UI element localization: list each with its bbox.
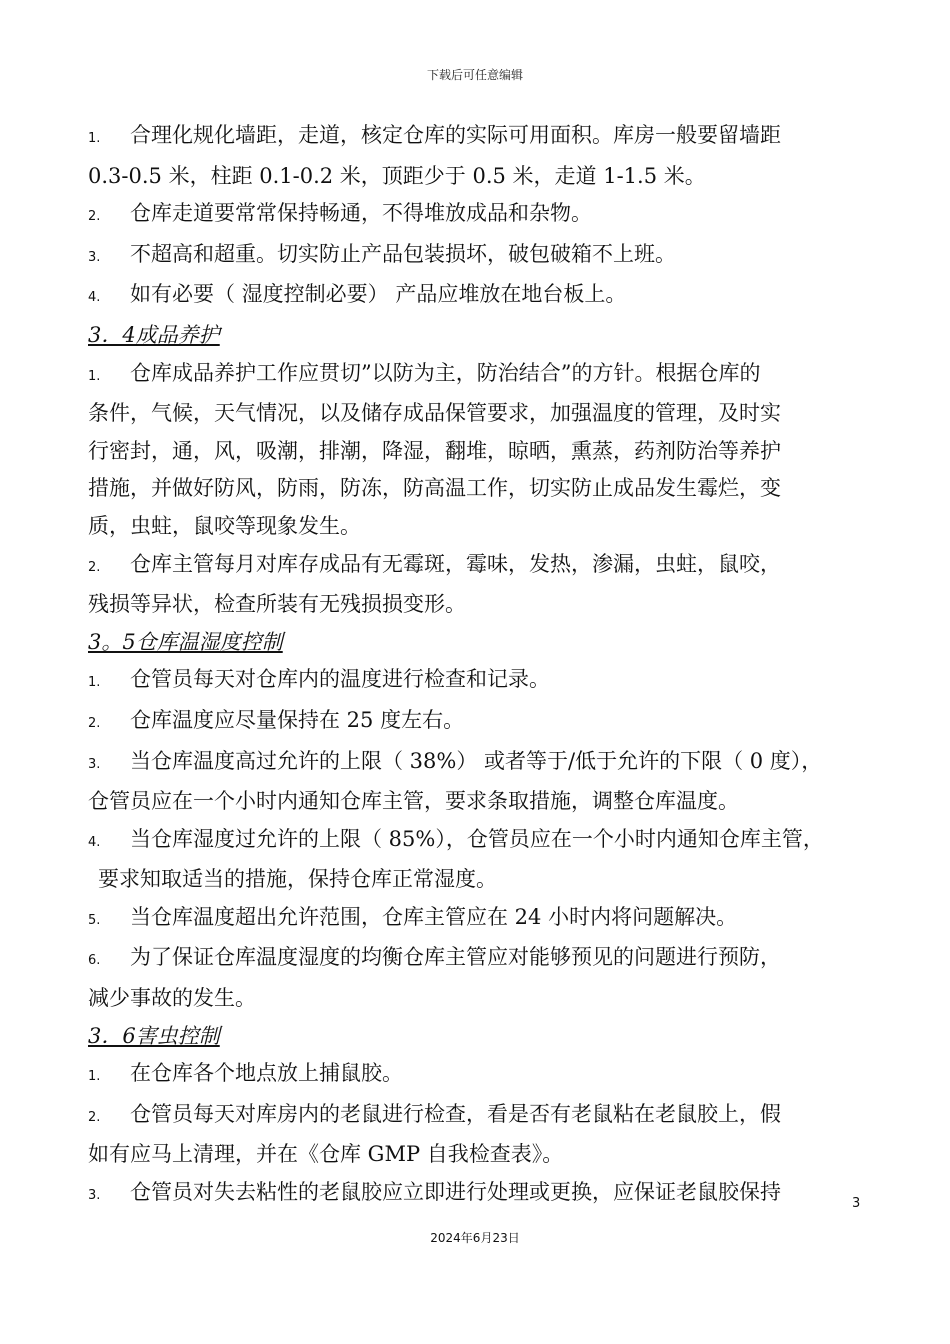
item-text: 仓库主管每月对库存成品有无霉斑，霉味，发热，渗漏，虫蛀，鼠咬， — [130, 551, 781, 576]
list-item — [88, 661, 878, 702]
item-text: 仓管员对失去粘性的老鼠胶应立即进行处理或更换，应保证老鼠胶保持 — [130, 1180, 781, 1205]
section-heading: 3．6害虫控制 — [88, 1023, 220, 1048]
item-text: 要求知取适当的措施，保持仓库正常湿度。 — [98, 867, 497, 892]
item-text: 仓管员应在一个小时内通知仓库主管，要求条取措施，调整仓库温度。 — [88, 789, 739, 814]
item-text: 如有必要（ 湿度控制必要） 产品应堆放在地台板上。 — [130, 282, 627, 307]
item-text: 残损等异状，检查所装有无残损损变形。 — [88, 592, 466, 617]
item-text: 条件，气候，天气情况，以及储存成品保管要求，加强温度的管理，及时实 — [88, 401, 781, 426]
item-number: 2. — [88, 559, 101, 575]
item-text: 合理化规化墙距，走道，核定仓库的实际可用面积。库房一般要留墙距 — [130, 123, 781, 147]
list-item — [88, 1055, 878, 1096]
item-text: 当仓库温度超出允许范围，仓库主管应在 24 小时内将问题解决。 — [130, 904, 738, 929]
item-text: 为了保证仓库温度湿度的均衡仓库主管应对能够预见的问题进行预防， — [130, 945, 781, 970]
item-text: 当仓库湿度过允许的上限（ 85%），仓管员应在一个小时内通知仓库主管， — [130, 826, 824, 851]
page-header: 下载后可任意编辑 — [426, 68, 523, 82]
item-text: 当仓库温度高过允许的上限（ 38%） 或者等于/低于允许的下限（ 0 度）， — [130, 748, 823, 773]
document-body — [88, 117, 878, 1215]
item-text: 仓管员每天对仓库内的温度进行检查和记录。 — [130, 667, 550, 692]
list-item — [88, 195, 878, 236]
list-item — [88, 1096, 878, 1174]
section-heading: 3．4成品养护 — [88, 322, 220, 347]
item-text: 如有应马上清理，并在《仓库 GMP 自我检查表》。 — [88, 1142, 564, 1167]
item-text: 仓管员每天对库房内的老鼠进行检查，看是否有老鼠粘在老鼠胶上，假 — [130, 1101, 781, 1126]
item-text: 减少事故的发生。 — [88, 986, 256, 1011]
item-number: 3. — [88, 756, 101, 772]
item-number: 2. — [88, 1109, 101, 1125]
item-text: 行密封，通，风，吸潮，排潮，降湿，翻堆，晾晒，熏蒸，药剂防治等养护 — [88, 438, 781, 463]
list-item — [88, 546, 878, 624]
list-item — [88, 702, 878, 743]
item-number: 3. — [88, 1188, 101, 1204]
list-item — [88, 117, 878, 195]
section-heading: 3。5仓库温湿度控制 — [88, 629, 283, 654]
item-number: 4. — [88, 834, 101, 850]
item-number: 6. — [88, 953, 101, 969]
item-text: 仓库走道要常常保持畅通，不得堆放成品和杂物。 — [130, 201, 592, 226]
item-text: 质，虫蛀，鼠咬等现象发生。 — [88, 513, 361, 538]
list-item — [88, 939, 878, 1017]
item-number: 5. — [88, 912, 101, 928]
list-item — [88, 1174, 878, 1215]
item-number: 2. — [88, 209, 101, 225]
page-footer-date: 2024年6月23日 — [430, 1231, 520, 1245]
item-number: 1. — [88, 131, 101, 146]
page-number: 3 — [852, 1196, 861, 1211]
item-number: 2. — [88, 715, 101, 731]
list-item — [88, 236, 878, 277]
item-text: 不超高和超重。切实防止产品包装损坏，破包破箱不上班。 — [130, 241, 676, 266]
item-text: 措施，并做好防风，防雨，防冻，防高温工作，切实防止成品发生霉烂，变 — [88, 476, 781, 501]
list-item — [88, 743, 878, 821]
item-number: 1. — [88, 368, 101, 384]
item-text: 仓库温度应尽量保持在 25 度左右。 — [130, 707, 465, 732]
list-item — [88, 821, 878, 899]
item-text: 在仓库各个地点放上捕鼠胶。 — [130, 1061, 403, 1086]
item-number: 1. — [88, 1069, 101, 1085]
list-item — [88, 355, 878, 546]
item-number: 3. — [88, 249, 101, 265]
list-item — [88, 899, 878, 940]
item-number: 1. — [88, 675, 101, 691]
item-text: 0.3-0.5 米，柱距 0.1-0.2 米，顶距少于 0.5 米，走道 1-1.5 米。 — [88, 163, 706, 188]
item-text: 仓库成品养护工作应贯切”以防为主，防治结合”的方针。根据仓库的 — [130, 360, 761, 385]
item-number: 4. — [88, 290, 101, 306]
list-item — [88, 276, 878, 317]
